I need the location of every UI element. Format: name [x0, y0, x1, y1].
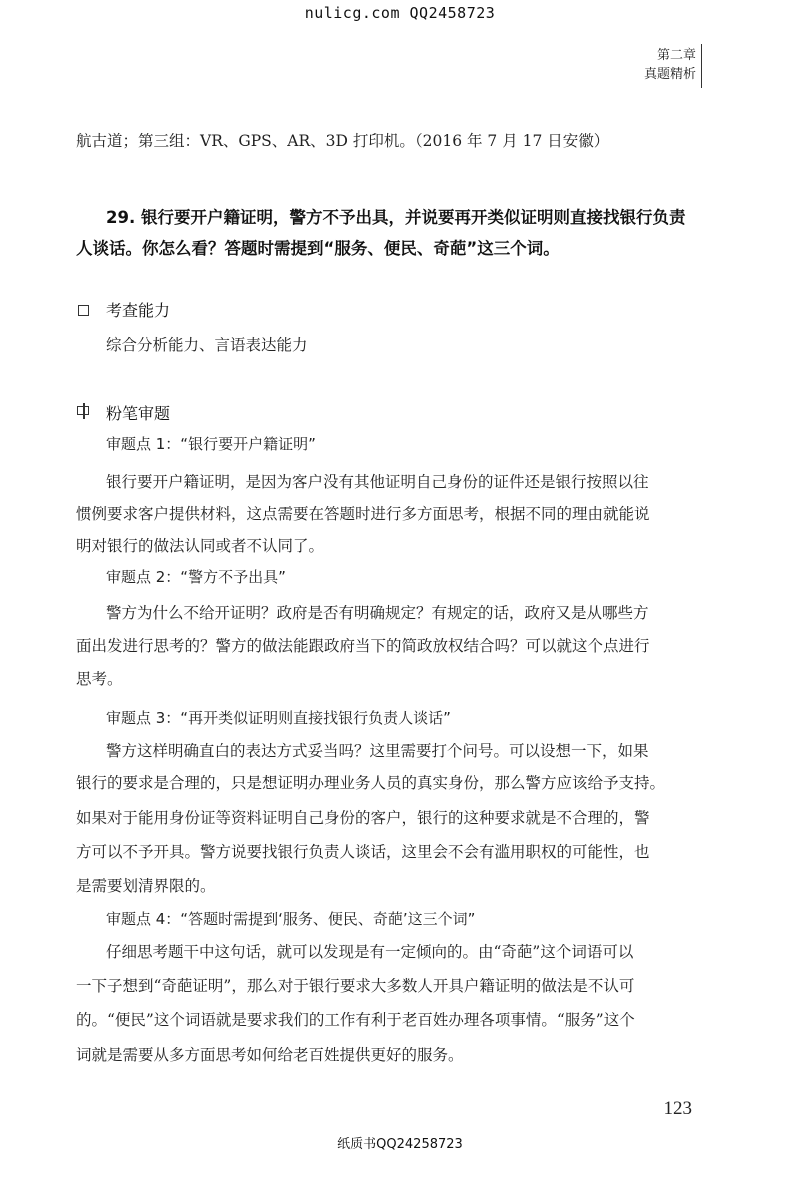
ability-title: 考查能力	[106, 301, 171, 320]
intro-line: 航古道；第三组：VR、GPS、AR、3D 打印机。（2016 年 7 月 17 日安徽）	[76, 132, 610, 150]
review-point-2-line: 面出发进行思考的？警方的做法能跟政府当下的简政放权结合吗？可以就这个点进行	[76, 637, 650, 655]
review-point-4-line: 词就是需要从多方面思考如何给老百姓提供更好的服务。	[76, 1046, 464, 1064]
ability-content: 综合分析能力、言语表达能力	[106, 336, 308, 354]
review-point-1-line: 惯例要求客户提供材料，这点需要在答题时进行多方面思考，根据不同的理由就能说	[76, 505, 650, 523]
review-point-4-line: 的。“便民”这个词语就是要求我们的工作有利于老百姓办理各项事情。“服务”这个	[76, 1011, 635, 1029]
review-point-3-line: 银行的要求是合理的，只是想证明办理业务人员的真实身份，那么警方应该给予支持。	[76, 774, 666, 792]
review-point-3-label: 审题点 3：“再开类似证明则直接找银行负责人谈话”	[106, 709, 451, 727]
review-title: 粉笔审题	[106, 404, 171, 423]
review-point-1-line: 明对银行的做法认同或者不认同了。	[76, 537, 325, 555]
bottom-watermark: 纸质书QQ24258723	[337, 1137, 463, 1152]
question-line-1: 29. 银行要开户籍证明，警方不予出具，并说要再开类似证明则直接找银行负责	[106, 208, 686, 227]
review-point-1-line: 银行要开户籍证明，是因为客户没有其他证明自己身份的证件还是银行按照以往	[106, 473, 649, 491]
review-point-3-line: 如果对于能用身份证等资料证明自己身份的客户，银行的这种要求就是不合理的，警	[76, 809, 650, 827]
review-point-3-line: 方可以不予开具。警方说要找银行负责人谈话，这里会不会有滥用职权的可能性，也	[76, 843, 650, 861]
review-point-3-line: 警方这样明确直白的表达方式妥当吗？这里需要打个问号。可以设想一下，如果	[106, 742, 649, 760]
review-point-4-label: 审题点 4：“答题时需提到‘服务、便民、奇葩’这三个词”	[106, 910, 476, 928]
review-point-2-line: 警方为什么不给开证明？政府是否有明确规定？有规定的话，政府又是从哪些方	[106, 604, 649, 622]
review-point-3-line: 是需要划清界限的。	[76, 877, 216, 895]
running-head	[644, 46, 696, 84]
running-head-divider	[701, 44, 702, 88]
chapter-label: 第二章	[656, 48, 696, 63]
review-point-4-line: 一下子想到“奇葩证明”，那么对于银行要求大多数人开具户籍证明的做法是不认可	[76, 977, 635, 995]
review-point-1-label: 审题点 1：“银行要开户籍证明”	[106, 435, 316, 453]
question-line-2: 人谈话。你怎么看？答题时需提到“服务、便民、奇葩”这三个词。	[76, 239, 560, 258]
review-point-2-line: 思考。	[76, 670, 123, 688]
review-point-2-label: 审题点 2：“警方不予出具”	[106, 568, 286, 586]
page-number: 123	[663, 1098, 692, 1119]
review-section-icon	[77, 403, 91, 419]
review-point-4-line: 仔细思考题干中这句话，就可以发现是有一定倾向的。由“奇葩”这个词语可以	[106, 943, 634, 961]
section-label: 真题精析	[643, 67, 696, 82]
top-watermark: nulicg.com QQ2458723	[304, 4, 496, 22]
square-bullet-icon	[78, 305, 89, 316]
